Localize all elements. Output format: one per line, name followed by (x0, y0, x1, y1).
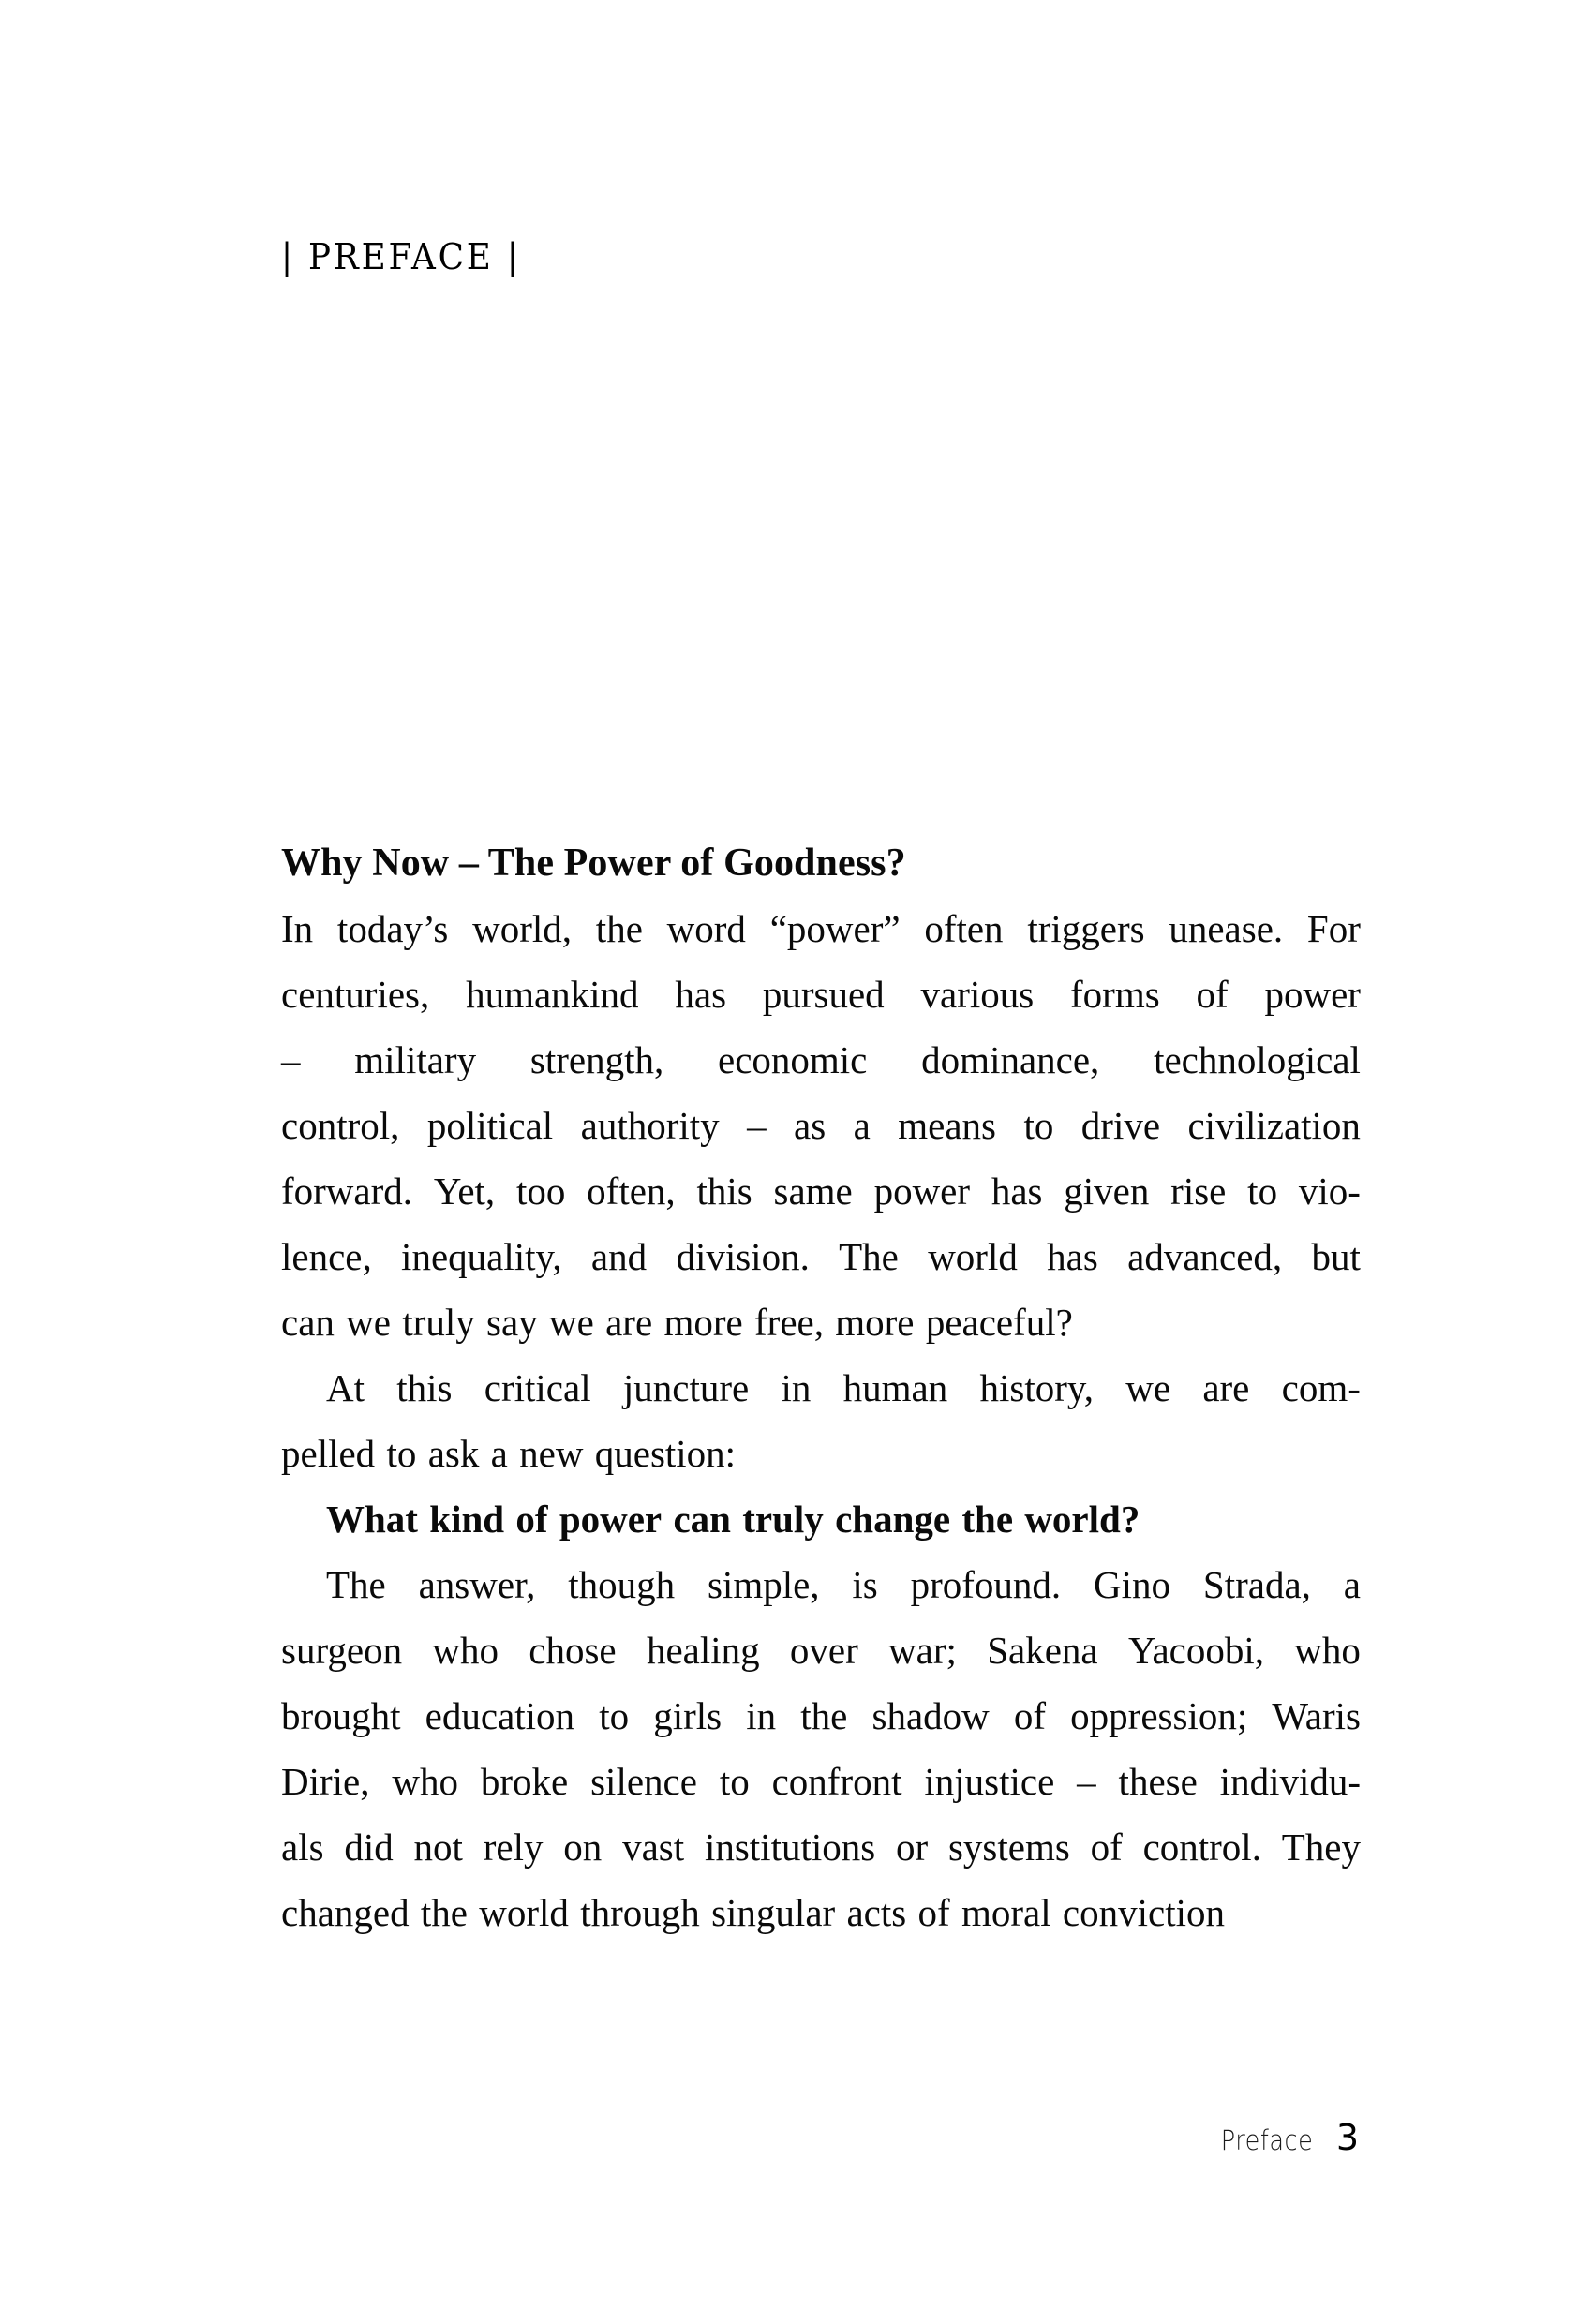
page-footer (1214, 2117, 1359, 2158)
word: who (392, 1760, 458, 1803)
word: rise (1170, 1169, 1227, 1213)
word: the (800, 1694, 848, 1737)
text-line (281, 1749, 1361, 1814)
word: word (666, 907, 746, 950)
word: At (326, 1366, 365, 1409)
word: military (354, 1038, 477, 1081)
word: change (835, 1497, 951, 1541)
text-line (281, 1617, 1361, 1683)
text-line (281, 1814, 1361, 1880)
word: the (595, 907, 643, 950)
word: lence, (281, 1235, 372, 1278)
word: technological (1154, 1038, 1361, 1081)
word: silence (590, 1760, 697, 1803)
word: are (1202, 1366, 1250, 1409)
paragraph-one (281, 896, 1361, 1355)
word: unease. (1169, 907, 1284, 950)
word: girls (653, 1694, 723, 1737)
word: in (746, 1694, 777, 1737)
word: injustice (924, 1760, 1055, 1803)
word: In (281, 907, 314, 950)
running-head-preface: | PREFACE | (281, 236, 521, 277)
word: Waris (1272, 1694, 1361, 1737)
word: over (789, 1629, 858, 1672)
word: – (1077, 1760, 1096, 1803)
word: we (346, 1301, 392, 1344)
section-heading: Why Now – The Power of Goodness? (281, 842, 906, 885)
text-line (281, 961, 1361, 1027)
word: acts (846, 1891, 907, 1934)
word: division. (676, 1235, 810, 1278)
word: has (675, 973, 727, 1016)
word: rely (483, 1825, 544, 1869)
word: centuries, (281, 973, 430, 1016)
word: power (559, 1497, 663, 1541)
word: more (663, 1301, 743, 1344)
word: can (281, 1301, 335, 1344)
word: not (413, 1825, 463, 1869)
word: same (773, 1169, 853, 1213)
word: The (326, 1563, 386, 1606)
word: or (896, 1825, 929, 1869)
word: to (1247, 1169, 1278, 1213)
word: education (425, 1694, 575, 1737)
word: com- (1281, 1366, 1361, 1409)
word: often (924, 907, 1004, 950)
text-line (281, 1158, 1361, 1224)
word: forward. (281, 1169, 413, 1213)
word: institutions (704, 1825, 876, 1869)
word: world (928, 1235, 1018, 1278)
word: Sakena (987, 1629, 1098, 1672)
word: too (515, 1169, 566, 1213)
word: political (426, 1104, 554, 1147)
word: control, (281, 1104, 400, 1147)
text-line (281, 1289, 1361, 1355)
word: critical (484, 1366, 591, 1409)
word: profound. (910, 1563, 1062, 1606)
word: chose (529, 1629, 617, 1672)
word: control. (1142, 1825, 1261, 1869)
word: various (920, 973, 1035, 1016)
word: juncture (622, 1366, 750, 1409)
word: surgeon (281, 1629, 403, 1672)
word: economic (718, 1038, 868, 1081)
callout-question (281, 1486, 1361, 1552)
word: on (563, 1825, 603, 1869)
word: forms (1070, 973, 1160, 1016)
text-line (281, 1224, 1361, 1289)
word: pelled (281, 1432, 376, 1475)
word: advanced, (1127, 1235, 1283, 1278)
text-line (281, 896, 1361, 961)
paragraph-three (281, 1552, 1361, 1945)
text-line (281, 1880, 1361, 1945)
word: They (1281, 1825, 1361, 1869)
word: moral (961, 1891, 1051, 1934)
word: though (568, 1563, 676, 1606)
word: systems (947, 1825, 1070, 1869)
word: is (852, 1563, 878, 1606)
word: civilization (1187, 1104, 1361, 1147)
word: of (1013, 1694, 1047, 1737)
word: world (479, 1891, 569, 1934)
word: to (599, 1694, 630, 1737)
word: can (673, 1497, 731, 1541)
word: broke (480, 1760, 569, 1803)
word: to (719, 1760, 750, 1803)
word: the (961, 1497, 1014, 1541)
word: inequality, (401, 1235, 562, 1278)
word: truly (402, 1301, 475, 1344)
footer-section-label: Preface (1220, 2124, 1314, 2156)
text-line (281, 1027, 1361, 1093)
word: we (1125, 1366, 1171, 1409)
word: The (839, 1235, 899, 1278)
word: are (605, 1301, 653, 1344)
word: say (486, 1301, 538, 1344)
word: vast (622, 1825, 685, 1869)
word: Dirie, (281, 1760, 370, 1803)
word: strength, (529, 1038, 664, 1081)
word: – (747, 1104, 767, 1147)
word: brought (281, 1694, 401, 1737)
word: confront (771, 1760, 902, 1803)
word: world? (1024, 1497, 1140, 1541)
word: – (281, 1038, 301, 1081)
word: peaceful? (925, 1301, 1073, 1344)
word: often, (587, 1169, 676, 1213)
word: power (873, 1169, 971, 1213)
word: free, (754, 1301, 824, 1344)
word: truly (742, 1497, 824, 1541)
word: and (590, 1235, 648, 1278)
word: triggers (1027, 907, 1145, 950)
word: means (898, 1104, 997, 1147)
word: healing (646, 1629, 760, 1672)
footer-page-number: 3 (1335, 2117, 1359, 2158)
word: history, (979, 1366, 1094, 1409)
word: as (794, 1104, 827, 1147)
word: “power” (769, 907, 901, 950)
word: of (1090, 1825, 1123, 1869)
word: conviction (1062, 1891, 1225, 1934)
word: question: (594, 1432, 737, 1475)
word: this (396, 1366, 453, 1409)
word: the (420, 1891, 468, 1934)
word: Strada, (1202, 1563, 1311, 1606)
word: drive (1080, 1104, 1161, 1147)
word: has (991, 1169, 1043, 1213)
word: of (1196, 973, 1229, 1016)
text-line (281, 1552, 1361, 1617)
word: human (842, 1366, 948, 1409)
word: simple, (707, 1563, 820, 1606)
word: these (1118, 1760, 1198, 1803)
word: What (326, 1497, 418, 1541)
word: has (1047, 1235, 1098, 1278)
word: more (835, 1301, 915, 1344)
word: Yacoobi, (1127, 1629, 1264, 1672)
word: of (515, 1497, 548, 1541)
word: new (519, 1432, 584, 1475)
word: als (281, 1825, 324, 1869)
word: a (853, 1104, 871, 1147)
word: of (917, 1891, 950, 1934)
word: oppression; (1070, 1694, 1248, 1737)
word: today’s (336, 907, 449, 950)
word: who (432, 1629, 499, 1672)
word: individu- (1219, 1760, 1361, 1803)
word: we (549, 1301, 594, 1344)
word: Yet, (433, 1169, 496, 1213)
word: shadow (871, 1694, 990, 1737)
text-column (281, 830, 1361, 1945)
word: in (781, 1366, 812, 1409)
word: but (1311, 1235, 1361, 1278)
word: For (1306, 907, 1361, 950)
word: war; (888, 1629, 957, 1672)
word: world, (472, 907, 573, 950)
word: vio- (1298, 1169, 1361, 1213)
word: ask (427, 1432, 480, 1475)
word: pursued (762, 973, 885, 1016)
word: this (696, 1169, 752, 1213)
word: kind (429, 1497, 505, 1541)
text-line (281, 1355, 1361, 1421)
word: through (580, 1891, 700, 1934)
text-line (281, 1093, 1361, 1158)
word: humankind (466, 973, 639, 1016)
word: answer, (418, 1563, 536, 1606)
word: did (344, 1825, 394, 1869)
word: a (490, 1432, 508, 1475)
word: who (1294, 1629, 1361, 1672)
word: a (1343, 1563, 1361, 1606)
paragraph-two (281, 1355, 1361, 1486)
word: singular (711, 1891, 836, 1934)
word: to (386, 1432, 417, 1475)
word: to (1023, 1104, 1054, 1147)
word: authority (580, 1104, 720, 1147)
word: dominance, (921, 1038, 1100, 1081)
text-line (281, 1421, 1361, 1486)
word: power (1264, 973, 1361, 1016)
text-line (281, 1683, 1361, 1749)
word: given (1064, 1169, 1150, 1213)
word: changed (281, 1891, 410, 1934)
word: Gino (1094, 1563, 1171, 1606)
